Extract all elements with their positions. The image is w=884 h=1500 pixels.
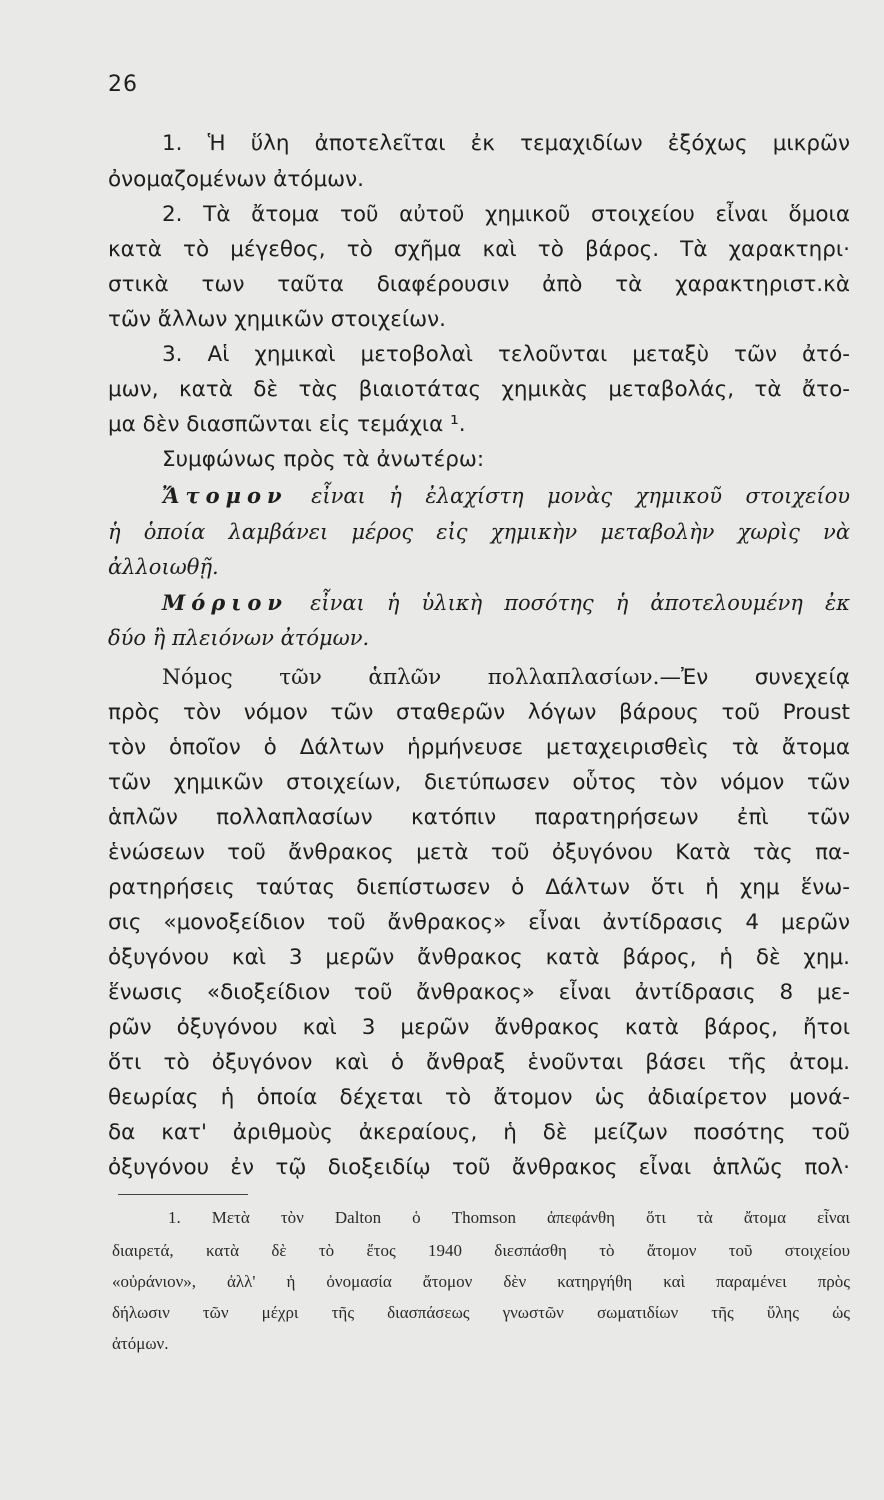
section-line: ἑνώσεων τοῦ ἄνθρακος μετὰ τοῦ ὀξυγόνου Κατὰ τὰς πα-: [108, 840, 850, 865]
section-line: τὸν ὁποῖον ὁ Δάλτων ἡρμήνευσε μεταχειρισθεὶς τὰ ἄτομα: [108, 735, 850, 760]
section-line: τῶν χημικῶν στοιχείων, διετύπωσεν οὗτος τὸν νόμον τῶν: [108, 770, 850, 795]
footnote-line: 1. Μετὰ τὸν Dalton ὁ Thomson ἀπεφάνθη ὅτι τὰ ἄτομα εἶναι: [168, 1208, 850, 1227]
section-line: ἕνωσις «διοξείδιον τοῦ ἄνθρακος» εἶναι ἀντίδρασις 8 με-: [108, 980, 850, 1005]
definition-line: στικὰ των ταῦτα διαφέρουσιν ἀπὸ τὰ χαρακτηριστ.κὰ: [108, 272, 850, 297]
atom-term: Ἄτομον: [162, 483, 288, 508]
section-line: ρῶν ὀξυγόνου καὶ 3 μερῶν ἄνθρακος κατὰ βάρος, ἤτοι: [108, 1015, 850, 1040]
section-line: [162, 664, 850, 692]
footnote-line: ἀτόμων.: [112, 1334, 169, 1353]
section-line: ὅτι τὸ ὀξυγόνον καὶ ὁ ἄνθραξ ἑνοῦνται βάσει τῆς ἀτομ.: [108, 1050, 850, 1075]
section-line: δα κατ' ἀριθμοὺς ἀκεραίους, ἡ δὲ μείζων ποσότης τοῦ: [108, 1120, 850, 1145]
definition-line: μα δὲν διασπῶνται εἰς τεμάχια ¹.: [108, 412, 466, 437]
atom-definition-line: [162, 482, 850, 510]
molecule-definition-line: δύο ἢ πλειόνων ἀτόμων.: [108, 626, 370, 650]
definition-line: μων, κατὰ δὲ τὰς βιαιοτάτας χημικὰς μεταβολάς, τὰ ἄτο-: [108, 377, 850, 402]
footnote-line: δήλωσιν τῶν μέχρι τῆς διασπάσεως γνωστῶν σωματιδίων τῆς ὕλης ὡς: [112, 1303, 850, 1322]
molecule-definition-text: εἶναι ἡ ὑλικὴ ποσότης ἡ ἀποτελουμένη ἐκ: [310, 591, 850, 615]
definition-line: 3. Αἱ χημικαὶ μετοβολαὶ τελοῦνται μεταξὺ τῶν ἀτό-: [162, 342, 850, 367]
footnote-line: «οὐράνιον», ἀλλ' ἡ ὀνομασία ἄτομον δὲν κατηργήθη καὶ παραμένει πρὸς: [112, 1272, 850, 1291]
section-line: ὀξυγόνου καὶ 3 μερῶν ἄνθρακος κατὰ βάρος, ἡ δὲ χημ.: [108, 945, 850, 970]
section-line: σις «μονοξείδιον τοῦ ἄνθρακος» εἶναι ἀντίδρασις 4 μερῶν: [108, 910, 850, 935]
atom-definition-line: ἡ ὁποία λαμβάνει μέρος εἰς χημικὴν μεταβολὴν χωρὶς νὰ: [108, 520, 850, 544]
definition-line: Συμφώνως πρὸς τὰ ἀνωτέρω:: [162, 447, 485, 472]
section-line: θεωρίας ἡ ὁποία δέχεται τὸ ἄτομον ὡς ἀδιαίρετον μονά-: [108, 1085, 850, 1110]
section-line: πρὸς τὸν νόμον τῶν σταθερῶν λόγων βάρους τοῦ Proust: [108, 700, 850, 725]
section-line: ἁπλῶν πολλαπλασίων κατόπιν παρατηρήσεων ἐπὶ τῶν: [108, 805, 850, 830]
definition-line: τῶν ἄλλων χημικῶν στοιχείων.: [108, 307, 446, 332]
footnote-divider: [118, 1194, 248, 1195]
atom-definition-line: ἀλλοιωθῇ.: [108, 555, 219, 579]
atom-definition-text: εἶναι ἡ ἐλαχίστη μονὰς χημικοῦ στοιχείου: [311, 484, 850, 508]
section-line: ρατηρήσεις ταύτας διεπίστωσεν ὁ Δάλτων ὅτι ἡ χημ ἕνω-: [108, 875, 850, 900]
section-heading: Νόμος τῶν ἁπλῶν πολλαπλασίων.: [162, 665, 660, 690]
definition-line: ὀνομαζομένων ἀτόμων.: [108, 167, 364, 192]
molecule-definition-line: [162, 589, 850, 617]
definition-line: 2. Τὰ ἄτομα τοῦ αὐτοῦ χημικοῦ στοιχείου εἶναι ὅμοια: [162, 202, 850, 227]
section-line: ὀξυγόνου ἐν τῷ διοξειδίῳ τοῦ ἄνθρακος εἶναι ἁπλῶς πολ·: [108, 1155, 850, 1180]
definition-line: 1. Ἡ ὕλη ἀποτελεῖται ἐκ τεμαχιδίων ἐξόχως μικρῶν: [162, 131, 850, 156]
footnote-line: διαιρετά, κατὰ δὲ τὸ ἔτος 1940 διεσπάσθη τὸ ἄτομον τοῦ στοιχείου: [112, 1241, 850, 1260]
molecule-term: Μόριον: [162, 590, 288, 615]
section-text: —Ἐν συνεχείᾳ: [659, 665, 850, 690]
page-number: 26: [108, 72, 138, 97]
definition-line: κατὰ τὸ μέγεθος, τὸ σχῆμα καὶ τὸ βάρος. Τὰ χαρακτηρι·: [108, 237, 850, 262]
